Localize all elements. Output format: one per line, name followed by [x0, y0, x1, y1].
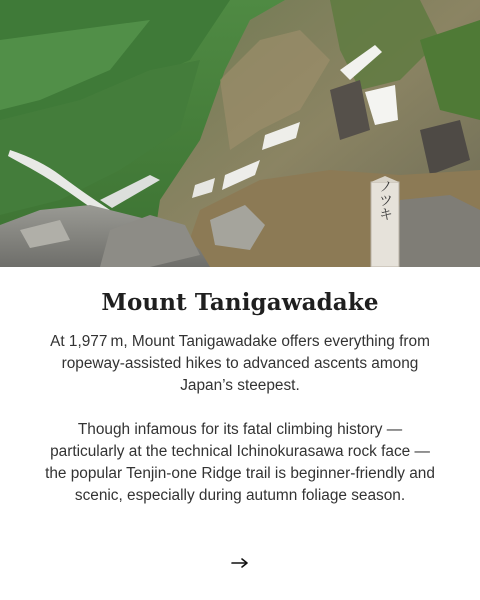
mountain-photo [0, 0, 480, 267]
history-paragraph: Though infamous for its fatal climbing history — particularly at the technical Ichinokurasawa rock face — the popular Tenjin-one Ridge trail is beginner-friendly and scenic, especially during autumn foliage season. [45, 421, 435, 504]
arrow-right-icon [231, 557, 249, 569]
mountain-photo-illustration [0, 0, 480, 267]
next-button[interactable] [220, 550, 260, 576]
signpost-text: ノツキ [377, 179, 393, 221]
intro-paragraph: At 1,977 m, Mount Tanigawadake offers everything from ropeway-assisted hikes to advanced ascents among Japan’s steepest. [50, 333, 430, 394]
page-title: Mount Tanigawadake [101, 289, 379, 316]
